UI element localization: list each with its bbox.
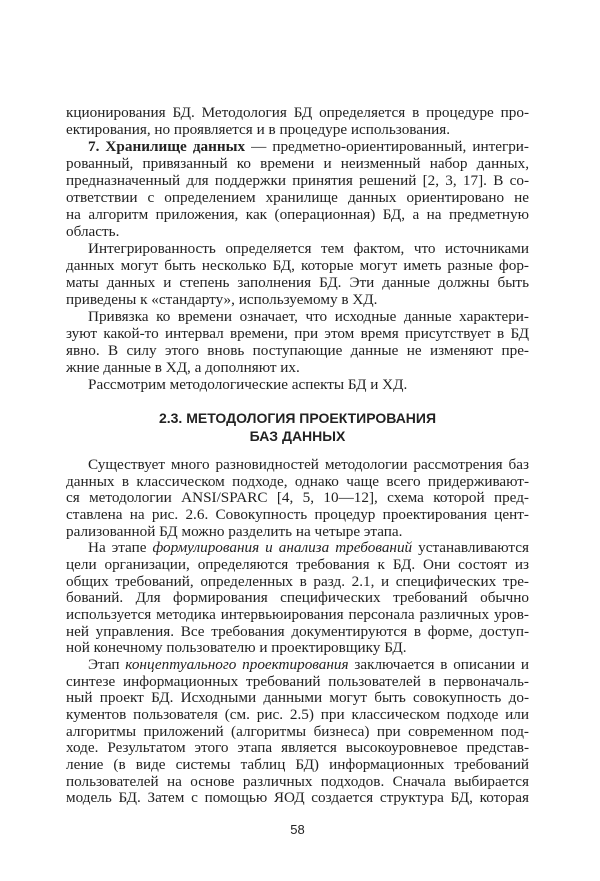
text-line: синтезе информационных требований пользователей в первоначаль- xyxy=(66,673,529,690)
text-line: зуют какой-то интервал времени, при этом время присутствует в БД xyxy=(66,325,529,342)
text-fragment: Этап xyxy=(88,656,126,673)
text-line: явно. В силу этого вновь поступающие данные не изменяют пре- xyxy=(66,342,529,359)
text-line-emphasis xyxy=(88,656,529,673)
text-line: ставлена на рис. 2.6. Совокупность процедур проектирования цент- xyxy=(66,506,529,523)
text-line: данных в классическом подходе, однако чаще всего придерживают- xyxy=(66,473,529,490)
text-line: алгоритмы приложений (алгоритмы бизнеса) при современном под- xyxy=(66,723,529,740)
text-line: Рассмотрим методологические аспекты БД и ХД. xyxy=(88,376,408,393)
text-line: ответствии с определением хранилище данных ориентировано не xyxy=(66,189,529,206)
text-line: общих требований, определенных в разд. 2.1, и специфических тре- xyxy=(66,573,529,590)
text-line: ходе. Результатом этого этапа является высокоуровневое представ- xyxy=(66,739,529,756)
text-line: Привязка ко времени означает, что исходные данные характери- xyxy=(88,308,529,325)
text-line: ней управления. Все требования документируются в форме, доступ- xyxy=(66,623,529,640)
text-line: рализованной БД можно разделить на четыре этапа. xyxy=(66,523,403,540)
page-number: 58 xyxy=(290,822,305,837)
section-heading: 2.3. МЕТОДОЛОГИЯ ПРОЕКТИРОВАНИЯ xyxy=(158,410,437,426)
text-line: Интегрированность определяется тем фактом, что источниками xyxy=(88,240,529,257)
text-line: бований. Для формирования специфических требований обычно xyxy=(66,589,529,606)
text-line: предназначенный для поддержки принятия решений [2, 3, 17]. В со- xyxy=(66,172,529,189)
text-line: ектирования, но проявляется и в процедуре использования. xyxy=(66,121,451,138)
text-line: рованный, привязанный ко времени и неизменный набор данных, xyxy=(66,155,529,172)
text-line: область. xyxy=(66,223,120,240)
text-line: цели организации, определяются требования к БД. Они состоят из xyxy=(66,556,529,573)
text-line: кционирования БД. Методология БД определяется в процедуре про- xyxy=(66,104,529,121)
text-line: данных могут быть несколько БД, которые могут иметь разные фор- xyxy=(66,257,529,274)
text-line: используется методика интервьюирования персонала различных уров- xyxy=(66,606,529,623)
text-line: маты данных и степень заполнения БД. Эти данные должны быть xyxy=(66,274,529,291)
section-heading-line2: БАЗ ДАННЫХ xyxy=(249,428,346,444)
text-line: приведены к «стандарту», используемому в ХД. xyxy=(66,291,378,308)
text-line: модель БД. Затем с помощью ЯОД создается структура БД, которая xyxy=(66,789,529,806)
term-data-warehouse: 7. Хранилище данных xyxy=(88,138,246,155)
text-fragment: устанавливаются xyxy=(412,539,529,556)
text-line: жние данные в ХД, а дополняют их. xyxy=(66,359,300,376)
term-requirements-analysis: формулирования и анализа требований xyxy=(152,539,413,556)
text-line: ся методологии ANSI/SPARC [4, 5, 10—12], схема которой пред- xyxy=(66,489,529,506)
text-line: на алгоритм приложения, как (операционная) БД, а на предметную xyxy=(66,206,529,223)
term-conceptual-design: концептуального проектирования xyxy=(125,656,349,673)
text-fragment: На этапе xyxy=(88,539,153,556)
text-fragment: заключается в описании и xyxy=(348,656,529,673)
text-line-emphasis xyxy=(88,539,529,556)
text-line: ный проект БД. Исходными данными могут быть совокупность до- xyxy=(66,689,529,706)
text-line: ление (в виде системы таблиц БД) информационных требований xyxy=(66,756,529,773)
text-fragment: — предметно-ориентированный, интегри- xyxy=(245,138,529,155)
text-line: ной конечному пользователю и проектировщику БД. xyxy=(66,639,407,656)
text-line-term-definition xyxy=(88,138,529,155)
text-line: Существует много разновидностей методологии рассмотрения баз xyxy=(88,456,529,473)
text-line: пользователей на основе различных подходов. Сначала выбирается xyxy=(66,773,529,790)
text-line: кументов пользователя (см. рис. 2.5) при классическом подходе или xyxy=(66,706,529,723)
